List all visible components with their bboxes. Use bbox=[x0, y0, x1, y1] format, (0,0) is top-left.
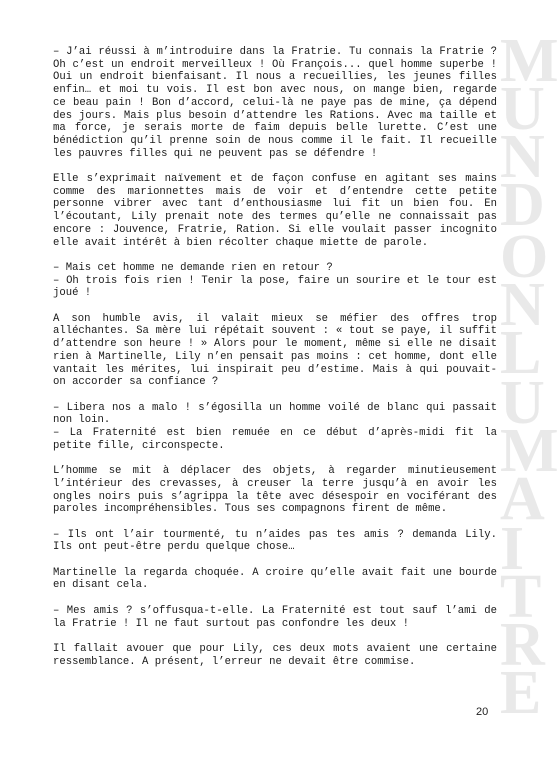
watermark-letter: O bbox=[500, 223, 549, 291]
watermark-letter: M bbox=[500, 417, 559, 485]
watermark-letter: T bbox=[500, 563, 542, 631]
watermark-letter: L bbox=[500, 319, 542, 387]
watermark-letter: N bbox=[500, 123, 545, 191]
dialogue-line: – Ils ont l’air tourmenté, tu n’aides pas tes amis ? demanda Lily. Ils ont peut-être perdu quelque chose… bbox=[53, 528, 497, 554]
watermark-letter: A bbox=[500, 465, 545, 533]
paragraph: – J’ai réussi à m’introduire dans la Fratrie. Tu connais la Fratrie ? Oh c’est un endroit merveilleux ! Où François... quel homme superbe ! Oui un endroit bienfaisant. Il nous a recueillies, les jeunes filles enfin… et moi tu vois. Il est bon avec nous, on mange bien, regarde ce beau pain ! Bon d’accord, celui-là ne paye pas de mine, ça dépend des jours. Mais plus besoin d’attendre les Rations. Avec ma taille et ma force, je serais morte de faim depuis belle lurette. C’est une bénédiction qu’il prenne soin de nous comme il le fait. Il recueille les pauvres filles qui ne peuvent pas se défendre ! bbox=[53, 46, 497, 160]
watermark-letter: D bbox=[500, 171, 545, 239]
paragraph: Il fallait avouer que pour Lily, ces deux mots avaient une certaine ressemblance. A présent, l’erreur ne devait être commise. bbox=[53, 642, 497, 668]
body-text bbox=[53, 46, 497, 681]
watermark-letter: U bbox=[500, 75, 545, 143]
watermark-letter: U bbox=[500, 369, 545, 437]
page-number: 20 bbox=[476, 706, 489, 718]
watermark-letter: E bbox=[500, 659, 542, 727]
dialogue-line: – Oh trois fois rien ! Tenir la pose, faire un sourire et le tour est joué ! bbox=[53, 274, 497, 300]
paragraph: Elle s’exprimait naïvement et de façon confuse en agitant ses mains comme des marionnettes mais de voir et d’entendre cette petite personne vibrer avec tant d’enthousiasme lui fit un bien fou. En l’écoutant, Lily prenait note des termes qu’elle ne connaissait pas encore : Jouvence, Fratrie, Ration. Si elle voulait passer incognito elle avait intérêt à bien récolter chaque miette de parole. bbox=[53, 173, 497, 249]
dialogue-line: – Mais cet homme ne demande rien en retour ? bbox=[53, 261, 333, 274]
paragraph: Martinelle la regarda choquée. A croire qu’elle avait fait une bourde en disant cela. bbox=[53, 566, 497, 592]
paragraph: A son humble avis, il valait mieux se méfier des offres trop alléchantes. Sa mère lui répétait souvent : « tout se paye, il suffit d’attendre son heure ! » Alors pour le moment, même si elle ne disait rien à Martinelle, Lily n’en pensait pas moins : cet homme, dont elle vantait les mérites, lui inspirait peu d’estime. Mais à qui pouvait-on accorder sa confiance ? bbox=[53, 312, 497, 389]
dialogue-line: – Libera nos a malo ! s’égosilla un homme voilé de blanc qui passait non loin. bbox=[53, 401, 497, 427]
watermark-letter: N bbox=[500, 271, 545, 339]
dialogue-line: – Mes amis ? s’offusqua-t-elle. La Fraternité est tout sauf l’ami de la Fratrie ! Il ne faut surtout pas confondre les deux ! bbox=[53, 604, 497, 630]
dialogue-line: – La Fraternité est bien remuée en ce début d’après-midi fit la petite fille, circonspecte. bbox=[53, 427, 497, 452]
watermark-letter: I bbox=[500, 515, 525, 583]
watermark-letter: R bbox=[500, 611, 545, 679]
watermark-letter: M bbox=[500, 27, 559, 95]
paragraph: L’homme se mit à déplacer des objets, à regarder minutieusement l’intérieur des crevasses, à creuser la terre jusqu’à en avoir les ongles noirs puis s’agrippa la tête avec désespoir en vociférant des paroles incompréhensibles. Tous ses compagnons firent de même. bbox=[53, 465, 497, 516]
